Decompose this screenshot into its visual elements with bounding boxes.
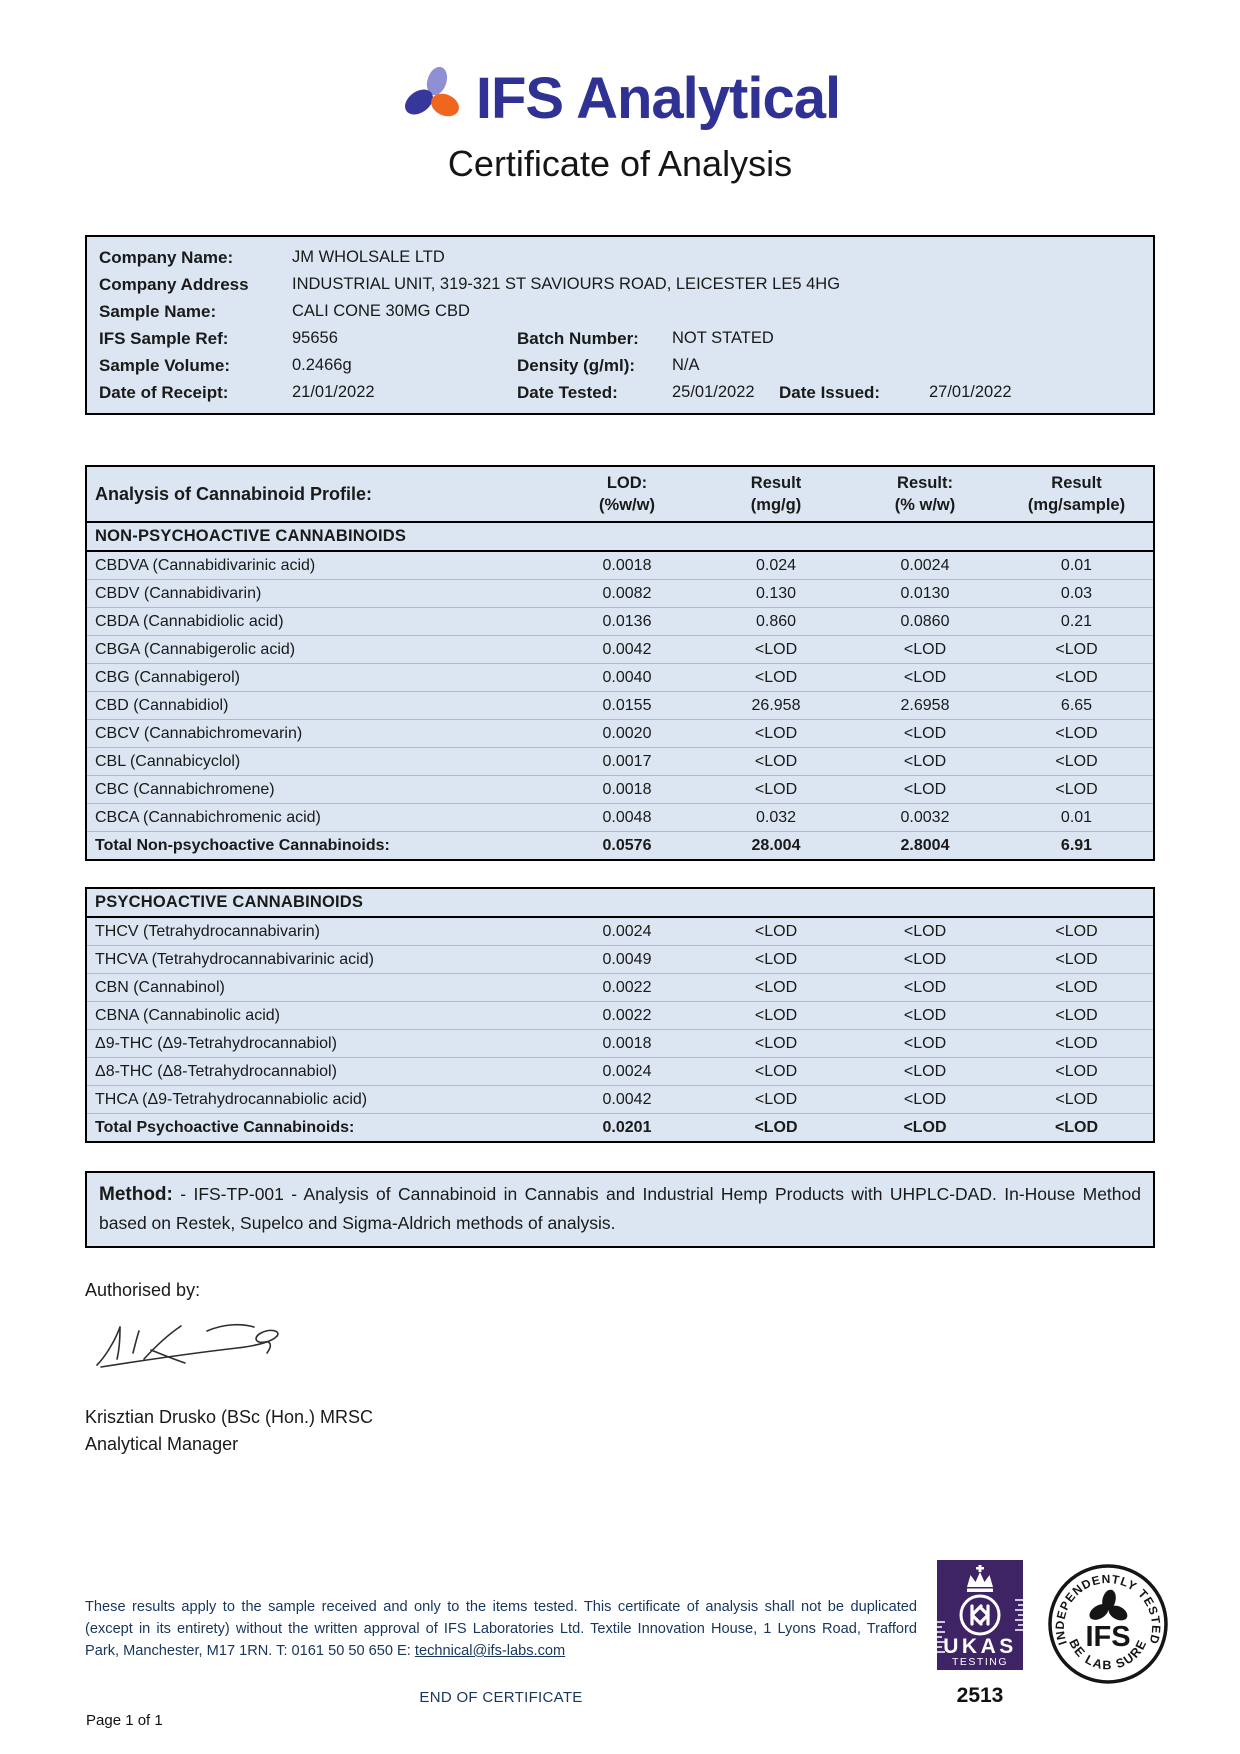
disclaimer-body: These results apply to the sample received and only to the items tested. This certificate of analysis shall not be duplicated (except in its entirety) without the written approval of IFS Laboratories Ltd. Textile Innovation House, 1 Lyons Road, Trafford Park, Manchester, M17 1RN. T: 0161 50 50 650 E: xyxy=(85,1599,917,1659)
table-row xyxy=(87,663,1153,691)
table-row xyxy=(87,1029,1153,1057)
analyte-name: THCA (Δ9-Tetrahydrocannabiolic acid) xyxy=(95,1091,368,1108)
brand-logo-icon xyxy=(400,64,466,133)
table-row xyxy=(87,803,1153,831)
table-row xyxy=(87,1085,1153,1113)
total-pct-ww: 2.8004 xyxy=(900,837,950,854)
sample-volume-label: Sample Volume: xyxy=(99,356,230,375)
result-mg-sample: <LOD xyxy=(1055,725,1098,742)
table-row xyxy=(87,1001,1153,1029)
table-row xyxy=(87,691,1153,719)
lod-value: 0.0022 xyxy=(602,1007,652,1024)
result-mg-g: 0.130 xyxy=(755,585,797,602)
result-mg-sample: <LOD xyxy=(1055,641,1098,658)
analyte-name: CBCA (Cannabichromenic acid) xyxy=(95,809,321,826)
date-issued-label: Date Issued: xyxy=(779,383,881,402)
total-mg-sample: 6.91 xyxy=(1060,837,1093,854)
svg-text:UKAS: UKAS xyxy=(943,1635,1017,1658)
section-header-psychoactive: PSYCHOACTIVE CANNABINOIDS xyxy=(87,889,1153,918)
result-mg-g: <LOD xyxy=(754,725,798,742)
date-receipt-value: 21/01/2022 xyxy=(292,383,375,401)
result-pct-ww: 0.0032 xyxy=(900,809,950,826)
analyte-name: Δ9-THC (Δ9-Tetrahydrocannabiol) xyxy=(95,1035,337,1052)
result-mg-sample: 6.65 xyxy=(1060,697,1093,714)
svg-text:INDEPENDENTLY TESTED: INDEPENDENTLY TESTED xyxy=(1052,1571,1164,1647)
result-pct-ww: <LOD xyxy=(903,1035,947,1052)
result-pct-ww: <LOD xyxy=(903,641,947,658)
company-name-label: Company Name: xyxy=(99,248,234,267)
company-address-value: INDUSTRIAL UNIT, 319-321 ST SAVIOURS ROAD, LEICESTER LE5 4HG xyxy=(292,275,841,293)
total-mg-g: <LOD xyxy=(754,1119,798,1136)
result-pct-ww: 0.0130 xyxy=(900,585,950,602)
result-mg-g: <LOD xyxy=(754,979,798,996)
result-mg-g: 26.958 xyxy=(751,697,801,714)
analyte-name: Δ8-THC (Δ8-Tetrahydrocannabiol) xyxy=(95,1063,337,1080)
authorised-by-label: Authorised by: xyxy=(85,1279,201,1300)
sample-name-value: CALI CONE 30MG CBD xyxy=(292,302,470,320)
info-row-dates xyxy=(99,379,1153,406)
total-row-psychoactive xyxy=(87,1113,1153,1141)
company-name-value: JM WHOLSALE LTD xyxy=(292,248,445,266)
table-row xyxy=(87,552,1153,579)
lod-value: 0.0155 xyxy=(602,697,652,714)
lod-value: 0.0082 xyxy=(602,585,652,602)
date-tested-value: 25/01/2022 xyxy=(672,383,755,401)
analysis-table-title: Analysis of Cannabinoid Profile: xyxy=(95,483,373,504)
batch-number-value: NOT STATED xyxy=(672,329,774,347)
brand-logo xyxy=(85,64,1155,133)
company-address-label: Company Address xyxy=(99,275,249,294)
lod-value: 0.0040 xyxy=(602,669,652,686)
result-pct-ww: 0.0024 xyxy=(900,557,950,574)
analyte-name: CBG (Cannabigerol) xyxy=(95,669,240,686)
analyte-name: CBNA (Cannabinolic acid) xyxy=(95,1007,280,1024)
result-mg-sample: <LOD xyxy=(1055,1063,1098,1080)
result-mg-sample: <LOD xyxy=(1055,669,1098,686)
result-mg-g: <LOD xyxy=(754,1007,798,1024)
result-mg-g: 0.024 xyxy=(755,557,797,574)
analyte-name: CBL (Cannabicyclol) xyxy=(95,753,241,770)
ukas-logo xyxy=(932,1560,1028,1685)
table-row xyxy=(87,635,1153,663)
info-row-company-address xyxy=(99,271,1153,298)
result-mg-g: <LOD xyxy=(754,669,798,686)
lod-value: 0.0017 xyxy=(602,753,652,770)
analyte-name: CBC (Cannabichromene) xyxy=(95,781,275,798)
analyte-name: CBD (Cannabidiol) xyxy=(95,697,229,714)
lod-value: 0.0018 xyxy=(602,557,652,574)
info-row-sample-volume xyxy=(99,352,1153,379)
signature-image xyxy=(89,1307,1155,1378)
result-mg-sample: <LOD xyxy=(1055,923,1098,940)
lod-value: 0.0042 xyxy=(602,1091,652,1108)
density-value: N/A xyxy=(672,356,700,374)
analyte-name: CBCV (Cannabichromevarin) xyxy=(95,725,303,742)
psychoactive-rows xyxy=(87,918,1153,1113)
svg-text:IFS: IFS xyxy=(1085,1621,1131,1653)
section-header-non-psychoactive: NON-PSYCHOACTIVE CANNABINOIDS xyxy=(87,523,1153,552)
table-row xyxy=(87,973,1153,1001)
sample-volume-value: 0.2466g xyxy=(292,356,352,374)
info-row-sample-name xyxy=(99,298,1153,325)
result-mg-g: 0.032 xyxy=(755,809,797,826)
result-pct-ww: <LOD xyxy=(903,753,947,770)
analyte-name: CBGA (Cannabigerolic acid) xyxy=(95,641,296,658)
svg-text:BE LAB SURE: BE LAB SURE xyxy=(1066,1636,1150,1673)
column-header-pct: Result: (% w/w) xyxy=(894,474,956,514)
result-pct-ww: <LOD xyxy=(903,781,947,798)
date-receipt-label: Date of Receipt: xyxy=(99,383,229,402)
end-of-certificate: END OF CERTIFICATE xyxy=(419,1689,583,1706)
lod-value: 0.0136 xyxy=(602,613,652,630)
lod-value: 0.0042 xyxy=(602,641,652,658)
result-mg-g: <LOD xyxy=(754,753,798,770)
result-mg-sample: 0.01 xyxy=(1060,809,1093,826)
sample-name-label: Sample Name: xyxy=(99,302,217,321)
result-pct-ww: 0.0860 xyxy=(900,613,950,630)
analyte-name: THCVA (Tetrahydrocannabivarinic acid) xyxy=(95,951,374,968)
batch-number-label: Batch Number: xyxy=(517,329,639,348)
ukas-accreditation-number: 2513 xyxy=(956,1684,1004,1707)
analysis-table-header xyxy=(87,467,1153,523)
method-text: - IFS-TP-001 - Analysis of Cannabinoid in Cannabis and Industrial Hemp Products with UHPLC-DAD. In-House Method based on Restek, Supelco and Sigma-Aldrich methods of analysis. xyxy=(99,1184,1141,1233)
result-mg-g: 0.860 xyxy=(755,613,797,630)
lod-value: 0.0018 xyxy=(602,1035,652,1052)
result-mg-g: <LOD xyxy=(754,951,798,968)
analyte-name: CBDVA (Cannabidivarinic acid) xyxy=(95,557,316,574)
page-number: Page 1 of 1 xyxy=(86,1712,163,1729)
method-label: Method: xyxy=(99,1184,173,1205)
lod-value: 0.0020 xyxy=(602,725,652,742)
result-mg-g: <LOD xyxy=(754,1091,798,1108)
result-pct-ww: <LOD xyxy=(903,725,947,742)
brand-logo-text: IFS Analytical xyxy=(475,66,841,131)
analyte-name: CBDA (Cannabidiolic acid) xyxy=(95,613,284,630)
result-mg-sample: 0.01 xyxy=(1060,557,1093,574)
total-pct-ww: <LOD xyxy=(903,1119,947,1136)
total-lod: 0.0576 xyxy=(602,837,652,854)
disclaimer-text xyxy=(85,1596,917,1662)
table-row xyxy=(87,579,1153,607)
lod-value: 0.0018 xyxy=(602,781,652,798)
method-box xyxy=(85,1171,1155,1248)
result-pct-ww: <LOD xyxy=(903,1091,947,1108)
page-content xyxy=(85,0,1155,1458)
result-mg-sample: 0.03 xyxy=(1060,585,1093,602)
svg-text:TESTING: TESTING xyxy=(951,1656,1009,1668)
signatory-role: Analytical Manager xyxy=(85,1433,239,1454)
table-row xyxy=(87,747,1153,775)
total-mg-g: 28.004 xyxy=(751,837,801,854)
lod-value: 0.0048 xyxy=(602,809,652,826)
lod-value: 0.0024 xyxy=(602,1063,652,1080)
result-mg-g: <LOD xyxy=(754,1035,798,1052)
column-header-lod: LOD: (%w/w) xyxy=(599,474,655,514)
result-pct-ww: 2.6958 xyxy=(900,697,950,714)
result-pct-ww: <LOD xyxy=(903,1007,947,1024)
table-row xyxy=(87,607,1153,635)
analyte-name: CBDV (Cannabidivarin) xyxy=(95,585,262,602)
email-link[interactable]: technical@ifs-labs.com xyxy=(414,1643,566,1659)
total-mg-sample: <LOD xyxy=(1054,1119,1099,1136)
result-pct-ww: <LOD xyxy=(903,669,947,686)
date-issued-value: 27/01/2022 xyxy=(929,383,1012,401)
sample-ref-label: IFS Sample Ref: xyxy=(99,329,229,348)
sample-info-box xyxy=(85,235,1155,415)
total-label: Total Psychoactive Cannabinoids: xyxy=(95,1119,355,1136)
result-mg-g: <LOD xyxy=(754,1063,798,1080)
non-psychoactive-table xyxy=(85,465,1155,861)
lod-value: 0.0022 xyxy=(602,979,652,996)
table-row xyxy=(87,719,1153,747)
psychoactive-table xyxy=(85,887,1155,1143)
table-row xyxy=(87,945,1153,973)
result-mg-g: <LOD xyxy=(754,923,798,940)
result-pct-ww: <LOD xyxy=(903,979,947,996)
density-label: Density (g/ml): xyxy=(517,356,636,375)
analyte-name: THCV (Tetrahydrocannabivarin) xyxy=(95,923,320,940)
info-row-sample-ref xyxy=(99,325,1153,352)
lod-value: 0.0024 xyxy=(602,923,652,940)
result-mg-sample: <LOD xyxy=(1055,1091,1098,1108)
lod-value: 0.0049 xyxy=(602,951,652,968)
date-tested-label: Date Tested: xyxy=(517,383,618,402)
analyte-name: CBN (Cannabinol) xyxy=(95,979,225,996)
result-mg-g: <LOD xyxy=(754,781,798,798)
non-psychoactive-rows xyxy=(87,552,1153,831)
result-pct-ww: <LOD xyxy=(903,1063,947,1080)
result-pct-ww: <LOD xyxy=(903,951,947,968)
result-mg-sample: <LOD xyxy=(1055,781,1098,798)
sample-ref-value: 95656 xyxy=(292,329,338,347)
result-pct-ww: <LOD xyxy=(903,923,947,940)
table-row xyxy=(87,1057,1153,1085)
info-row-company-name xyxy=(99,244,1153,271)
signatory-name: Krisztian Drusko (BSc (Hon.) MRSC xyxy=(85,1406,374,1427)
result-mg-sample: 0.21 xyxy=(1060,613,1093,630)
result-mg-sample: <LOD xyxy=(1055,1035,1098,1052)
total-lod: 0.0201 xyxy=(602,1119,652,1136)
result-mg-sample: <LOD xyxy=(1055,951,1098,968)
result-mg-sample: <LOD xyxy=(1055,979,1098,996)
certificate-title: Certificate of Analysis xyxy=(447,143,793,184)
ifs-stamp xyxy=(1046,1562,1170,1691)
table-row xyxy=(87,918,1153,945)
total-row-non-psychoactive xyxy=(87,831,1153,859)
total-label: Total Non-psychoactive Cannabinoids: xyxy=(95,837,390,854)
result-mg-sample: <LOD xyxy=(1055,753,1098,770)
table-row xyxy=(87,775,1153,803)
column-header-mg-g: Result (mg/g) xyxy=(750,474,802,514)
result-mg-g: <LOD xyxy=(754,641,798,658)
column-header-mg-sample: Result (mg/sample) xyxy=(1027,474,1126,514)
result-mg-sample: <LOD xyxy=(1055,1007,1098,1024)
